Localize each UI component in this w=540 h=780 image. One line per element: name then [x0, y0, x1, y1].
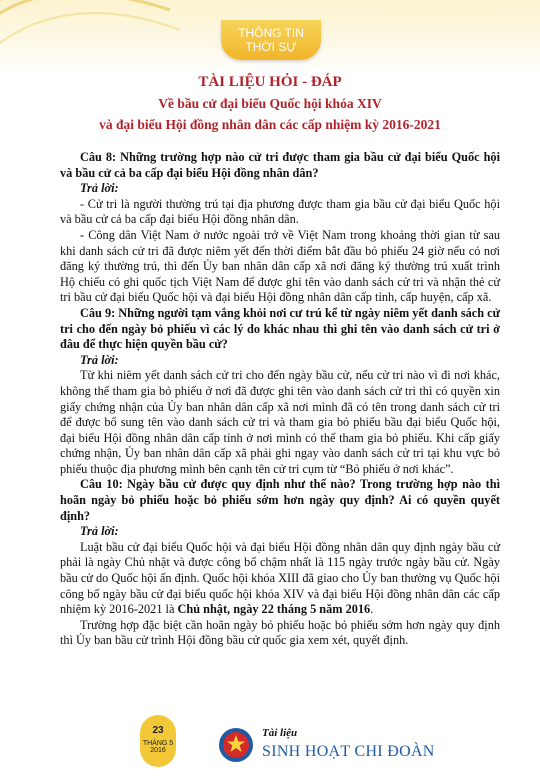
document-title: TÀI LIỆU HỎI - ĐÁP — [198, 74, 342, 90]
magazine-label: Tài liệu — [262, 727, 298, 739]
answer-10-text-end: . — [370, 602, 374, 617]
question-10: Câu 10: Ngày bầu cử được quy định như thế nào? Trong trường hợp nào thì hoãn ngày bỏ phiếu hoặc bỏ phiếu sớm hơn ngày quy định? Ai có quyền quyết định? — [60, 477, 500, 523]
page-number-badge — [140, 715, 176, 767]
answer-10-label: Trả lời: — [80, 524, 119, 539]
question-8: Câu 8: Những trường hợp nào cử tri được tham gia bầu cử đại biểu Quốc hội và bầu cử cả ba cấp đại biểu Hội đồng nhân dân? — [60, 150, 500, 180]
answer-10-paragraph-1 — [60, 540, 500, 618]
answer-8-paragraph-1: - Cử tri là người thường trú tại địa phương được tham gia bầu cử đại biểu Quốc hội và bầu cử cả ba cấp đại biểu Hội đồng nhân dân. — [60, 196, 500, 227]
badge-line2: THỜI SỰ — [245, 40, 297, 54]
youth-union-emblem-icon — [218, 727, 254, 763]
page-month: THÁNG 5 — [142, 740, 174, 747]
badge-line1: THÔNG TIN — [238, 26, 304, 40]
question-9: Câu 9: Những người tạm vắng khỏi nơi cư trú kể từ ngày niêm yết danh sách cử tri cho đến ngày bỏ phiếu vì các lý do khác nhau thì ghi tên vào danh sách cử tri ở đâu để thực hiện quyền bầu cử? — [60, 305, 500, 352]
answer-8-paragraph-2: - Công dân Việt Nam ở nước ngoài trở về Việt Nam trong khoảng thời gian từ sau khi danh sách cử tri đã được niêm yết đến thời điểm bắt đầu bỏ phiếu 24 giờ nếu có nơi đăng ký thường trú, thì đến Ủy ban nhân dân cấp xã nơi đăng ký thường trú xuất trình Hộ chiếu có ghi quốc tịch Việt Nam để được ghi tên vào danh sách cử tri và nhận thẻ cử tri bầu cử đại biểu Quốc hội và đại biểu Hội đồng nhân dân cấp tỉnh, cấp huyện, cấp xã. — [60, 227, 500, 305]
answer-9-label: Trả lời: — [80, 352, 119, 367]
article-body — [60, 150, 500, 649]
section-badge — [221, 20, 321, 60]
answer-8-label: Trả lời: — [80, 181, 119, 196]
magazine-title: SINH HOẠT CHI ĐOÀN — [262, 743, 435, 760]
document-subtitle-2: và đại biểu Hội đồng nhân dân các cấp nhiệm kỳ 2016-2021 — [99, 117, 441, 132]
answer-10-text-start: Luật bầu cử đại biểu Quốc hội và đại biểu Hội đồng nhân dân quy định ngày bầu cử phải là ngày Chủ nhật và được công bố chậm nhất là 115 ngày trước ngày bầu cử. Ngày bầu cử do Quốc hội ấn định. Quốc hội khóa XIII đã giao cho Ủy ban thường vụ Quốc hội công bố ngày bầu cử đại biểu quốc hội khóa XIV và đại biểu Hội đồng nhân dân các cấp nhiệm kỳ 2016-2021 là — [60, 539, 500, 617]
answer-9-paragraph-1: Từ khi niêm yết danh sách cử tri cho đến ngày bầu cử, nếu cử tri nào vì đi nơi khác, không thể tham gia bỏ phiếu ở nơi đã được ghi tên vào danh sách cử tri thì có quyền xin giấy chứng nhận của Ủy ban nhân dân cấp xã nơi mình đã có tên trong danh sách cử tri để được bổ sung tên vào danh sách cử tri và tham gia bỏ phiếu bầu đại biểu Quốc hội, đại biểu Hội đồng nhân dân cấp tỉnh ở nơi mình có thể tham gia bỏ phiếu. Khi cấp giấy chứng nhận, Ủy ban nhân dân cấp xã phải ghi ngay vào danh sách cử tri tại khu vực bỏ phiếu thuộc địa phương mình bên cạnh tên cử tri cụm từ “Bỏ phiếu ở nơi khác”. — [60, 368, 500, 476]
document-subtitle-1: Về bầu cử đại biểu Quốc hội khóa XIV — [158, 96, 382, 111]
election-date: Chủ nhật, ngày 22 tháng 5 năm 2016 — [177, 602, 371, 617]
answer-10-paragraph-2: Trường hợp đặc biệt cần hoãn ngày bỏ phiếu hoặc bỏ phiếu sớm hơn ngày quy định thì Ủy ban bầu cử trình Hội đồng bầu cử quốc gia xem xét, quyết định. — [60, 617, 500, 648]
page-number: 23 — [152, 725, 164, 736]
page-year: 2016 — [150, 747, 166, 754]
